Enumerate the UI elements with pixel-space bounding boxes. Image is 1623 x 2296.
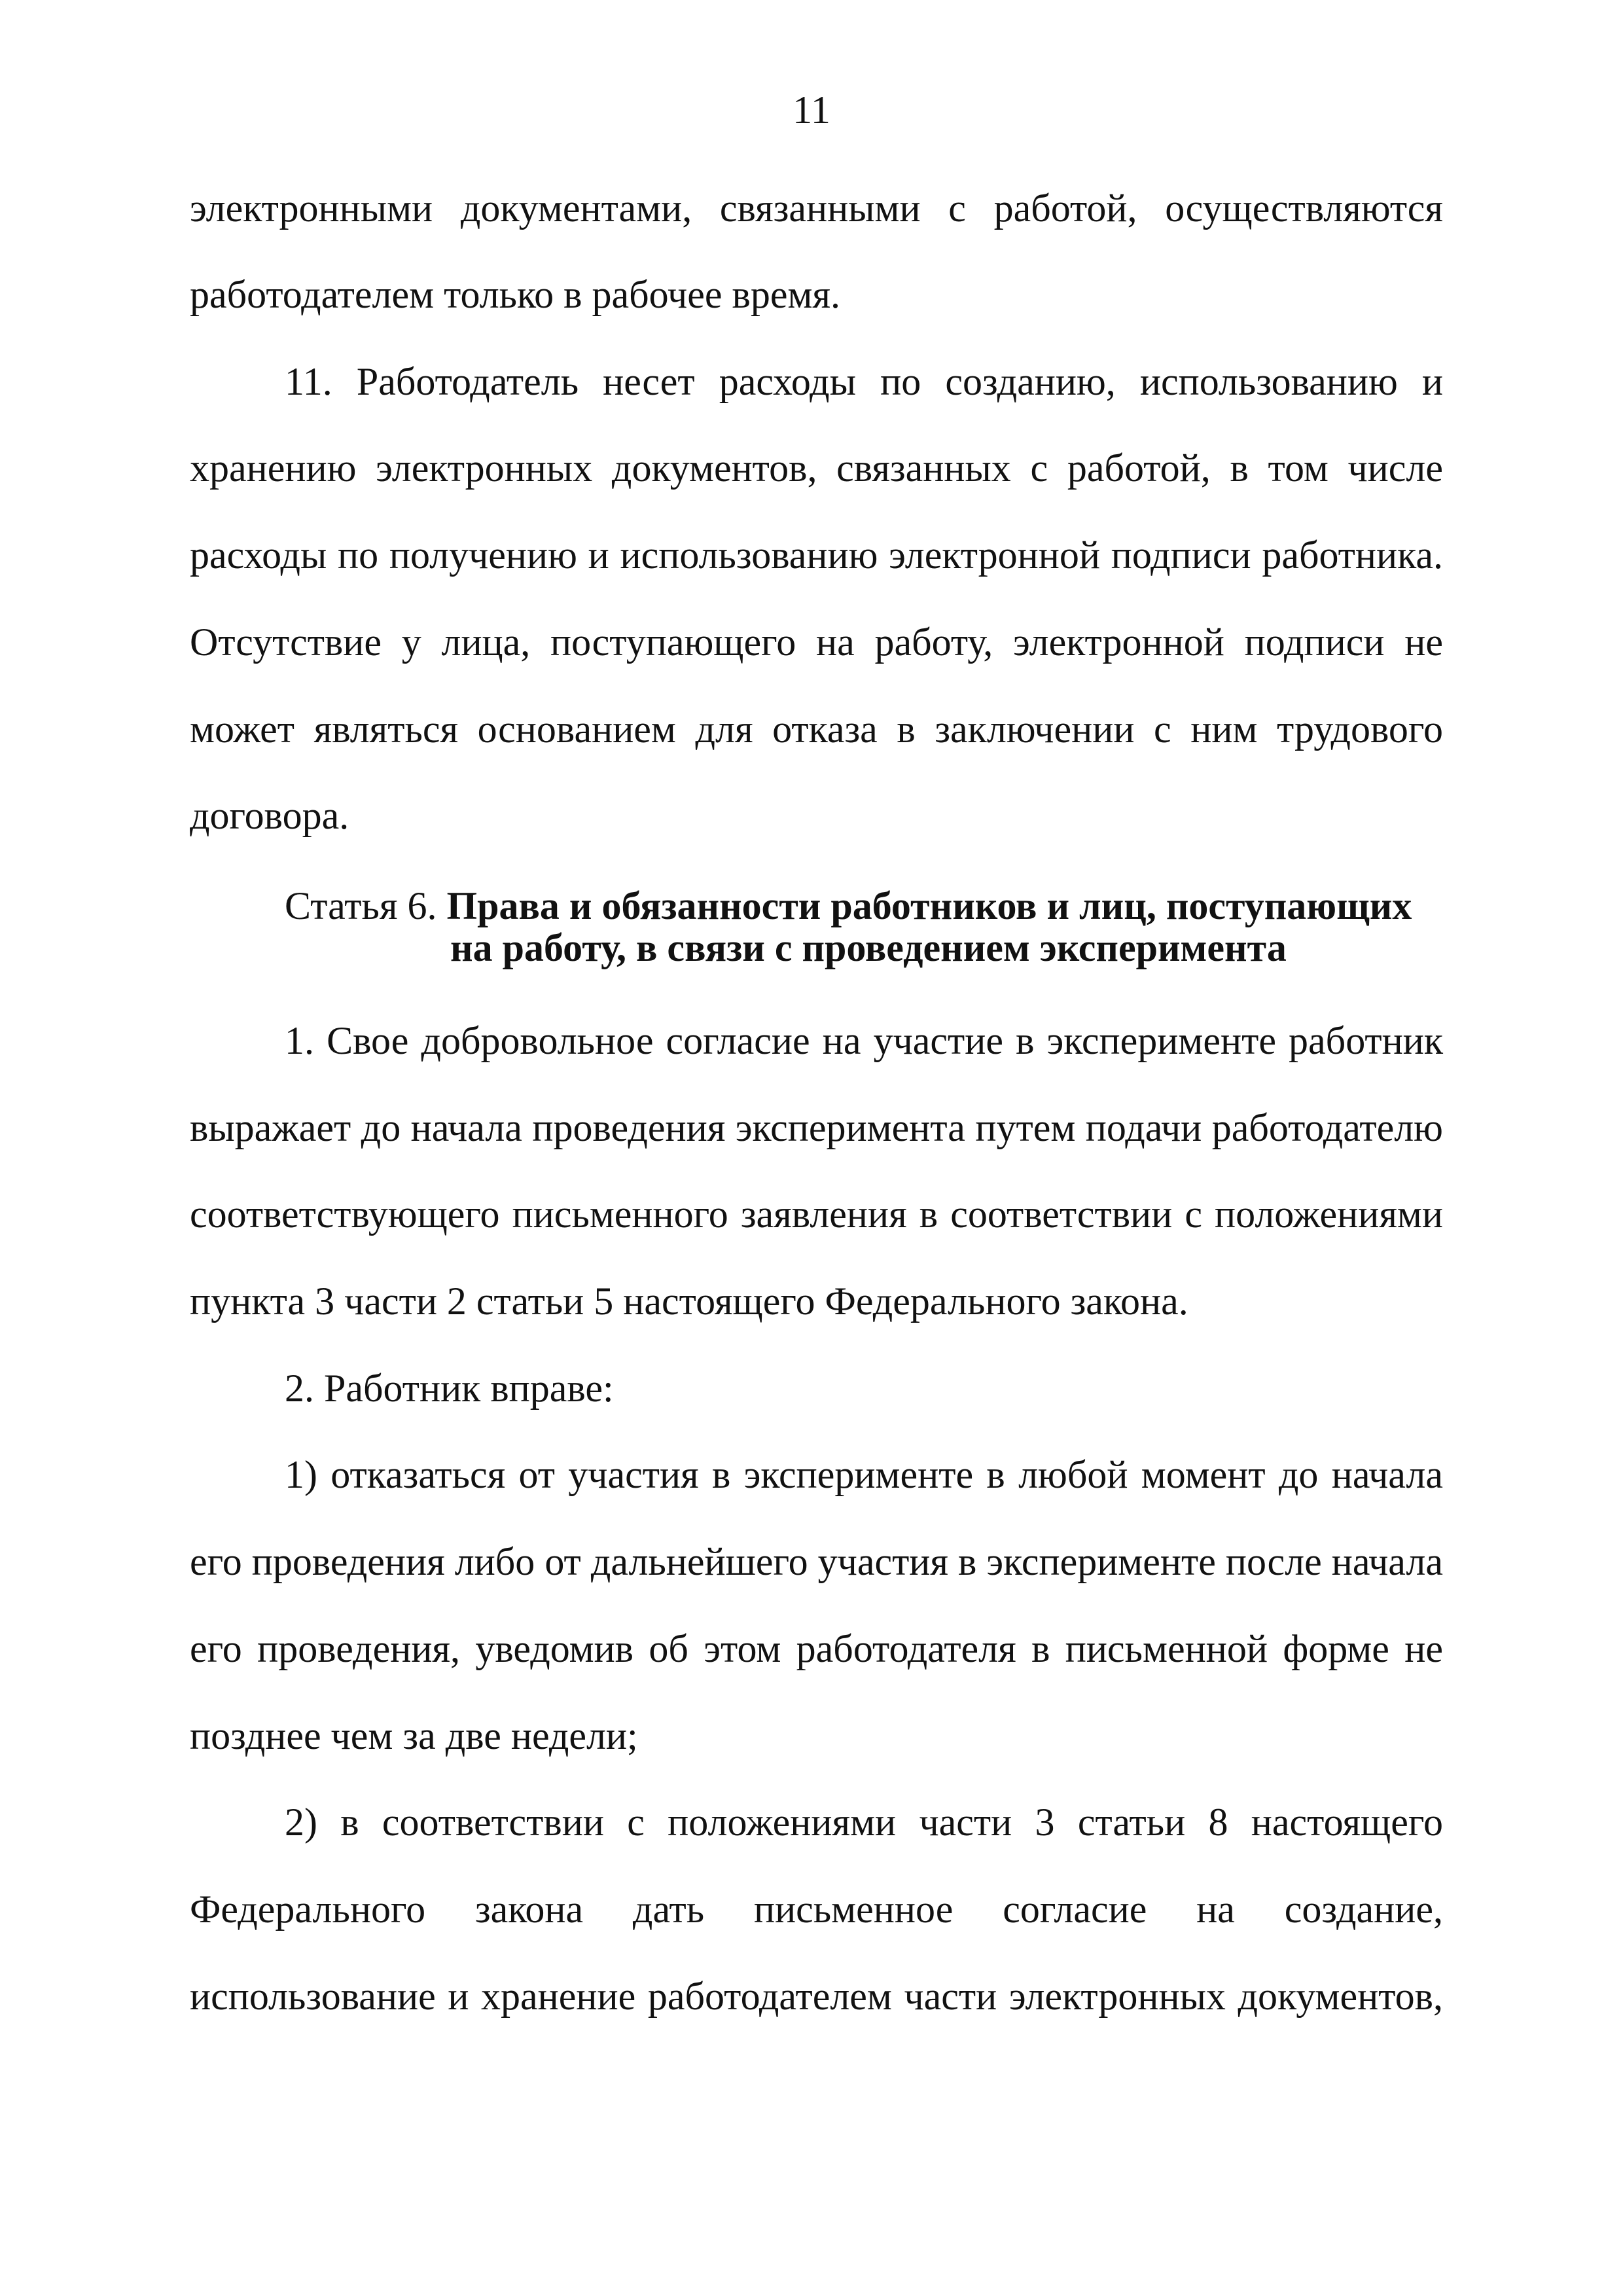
text-line: расходы по получению и использованию электронной подписи работника. xyxy=(190,533,1443,577)
text-line: хранению электронных документов, связанных с работой, в том числе xyxy=(190,446,1443,490)
article-title-line-2: на работу, в связи с проведением эксперимента xyxy=(450,926,1287,969)
article-label: Статья 6. xyxy=(285,884,437,927)
text-line: использование и хранение работодателем части электронных документов, xyxy=(190,1975,1443,2018)
text-line: электронными документами, связанными с работой, осуществляются xyxy=(190,187,1443,230)
text-line: пункта 3 части 2 статьи 5 настоящего Федерального закона. xyxy=(190,1280,1188,1323)
text-line: позднее чем за две недели; xyxy=(190,1714,638,1757)
text-line: его проведения, уведомив об этом работодателя в письменной форме не xyxy=(190,1627,1443,1670)
text-line: соответствующего письменного заявления в соответствии с положениями xyxy=(190,1193,1443,1236)
article-heading xyxy=(285,882,1412,929)
article-heading-continued xyxy=(450,924,1287,971)
text-line: договора. xyxy=(190,794,349,837)
text-line: 11. Работодатель несет расходы по созданию, использованию и xyxy=(285,360,1443,403)
text-line: может являться основанием для отказа в заключении с ним трудового xyxy=(190,708,1443,751)
text-line: выражает до начала проведения эксперимента путем подачи работодателю xyxy=(190,1106,1443,1149)
page-number: 11 xyxy=(793,88,830,132)
text-line: Федерального закона дать письменное согласие на создание, xyxy=(190,1888,1443,1931)
text-line: Отсутствие у лица, поступающего на работу, электронной подписи не xyxy=(190,620,1443,664)
text-line: 2) в соответствии с положениями части 3 статьи 8 настоящего xyxy=(285,1801,1443,1844)
text-line: 1. Свое добровольное согласие на участие в эксперименте работник xyxy=(285,1019,1443,1062)
text-line: работодателем только в рабочее время. xyxy=(190,273,841,316)
text-line: 1) отказаться от участия в эксперименте в любой момент до начала xyxy=(285,1453,1443,1496)
article-title-line-1: Права и обязанности работников и лиц, поступающих xyxy=(446,884,1412,927)
text-line: 2. Работник вправе: xyxy=(285,1367,614,1410)
text-line: его проведения либо от дальнейшего участия в эксперименте после начала xyxy=(190,1540,1443,1583)
